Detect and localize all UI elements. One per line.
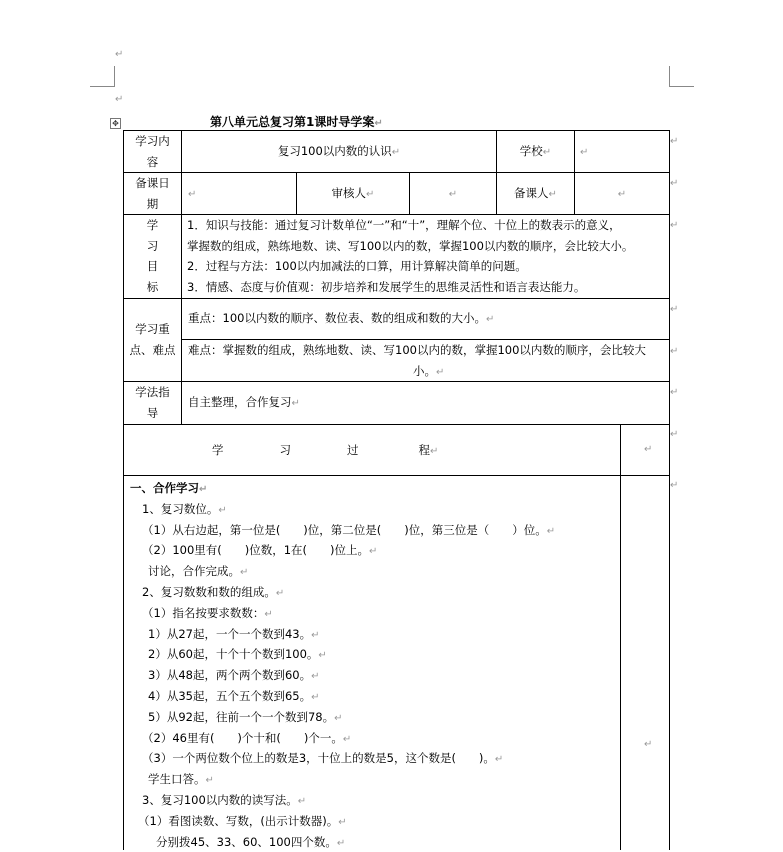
row-end-mark: ↵ [670,480,679,491]
paragraph-mark: ↵ [115,49,124,60]
row-end-mark: ↵ [670,429,679,440]
crop-mark-top-left [90,66,115,87]
label-prep-date: 备课日 期 [135,176,170,211]
row-end-mark: ↵ [670,387,679,398]
process-body [130,478,618,852]
process-line: 3）从48起，两个两个数到60。↵ [148,668,320,683]
difficult-points-text: 难点：掌握数的组成，熟练地数、读、写100以内的数，掌握100以内数的顺序，会比较大 小。↵ [188,343,646,378]
reviewer-value[interactable]: ↵ [448,189,458,200]
process-line: （2）100里有( )位数，1在( )位上。↵ [142,543,378,558]
school-value[interactable]: ↵ [580,147,589,158]
process-line: 3、复习100以内数的读写法。↵ [142,792,307,807]
process-line: 4）从35起，五个五个数到65。↵ [148,688,320,703]
process-line: 2）从60起，十个十个数到100。↵ [148,647,327,662]
process-line: 5）从92起，往前一个一个数到78。↵ [148,709,343,724]
row-end-mark: ↵ [670,136,679,147]
label-preparer: 备课人↵ [514,186,557,200]
process-line: 2、复习数数和数的组成。↵ [142,584,285,599]
row-end-mark: ↵ [670,220,679,231]
crop-mark-top-right [669,66,694,87]
label-study-method: 学法指 导 [135,385,170,420]
label-objectives: 学 习 目 标 [146,218,159,294]
process-line: 讨论，合作完成。↵ [148,564,249,579]
process-header: 学 习 过 程↵ [212,443,439,457]
document-title: 第八单元总复习第1课时导学案↵ [210,115,383,129]
process-side-mark: ↵ [644,739,653,750]
paragraph-mark: ↵ [115,94,124,105]
label-school: 学校↵ [519,144,552,158]
row-end-mark: ↵ [670,346,679,357]
preparer-value[interactable]: ↵ [617,189,627,200]
row-end-mark: ↵ [670,178,679,189]
process-line: 分别拨45、33、60、100四个数。↵ [156,834,346,849]
process-line: （1）看图读数、写数，(出示计数器)。↵ [138,813,347,828]
table-move-handle-icon[interactable]: ✥ [110,118,121,129]
label-reviewer: 审核人↵ [331,186,375,200]
process-line: （3）一个两位数个位上的数是3，十位上的数是5，这个数是( )。↵ [142,751,504,766]
process-header-side-mark: ↵ [644,444,653,455]
row-end-mark: ↵ [670,304,679,315]
key-points-text: 重点：100以内数的顺序、数位表、数的组成和数的大小。↵ [188,311,495,325]
process-line: 1、复习数位。↵ [142,501,227,516]
study-method-text: 自主整理，合作复习↵ [188,395,300,409]
process-line: 一、合作学习↵ [130,481,208,495]
process-line: （2）46里有( )个十和( )个一。↵ [142,730,352,745]
process-line: 学生口答。↵ [148,772,214,787]
label-key-difficult: 学习重 点、难点 [129,322,176,357]
prep-date-value[interactable]: ↵ [188,189,197,200]
label-study-content: 学习内 容 [135,134,170,169]
process-line: 1）从27起，一个一个数到43。↵ [148,626,320,641]
process-line: （1）指名按要求数数：↵ [142,605,273,620]
process-line: （1）从右边起，第一位是( )位，第二位是( )位，第三位是（ ）位。↵ [142,522,556,537]
lesson-content: 复习100以内数的认识↵ [277,144,401,158]
objectives-text: 1．知识与技能：通过复习计数单位“一”和“十”，理解个位、十位上的数表示的意义， 掌握数的组成，熟练地数、读、写100以内的数，掌握100以内数的顺序，会比较大小。 2．过程与方法：100以内加减法的口算，用计算解决简单的问题。 3．情感、态度与价值观：初步培养和发展学生的思维灵活性和语言表达能力。 [187,218,634,294]
